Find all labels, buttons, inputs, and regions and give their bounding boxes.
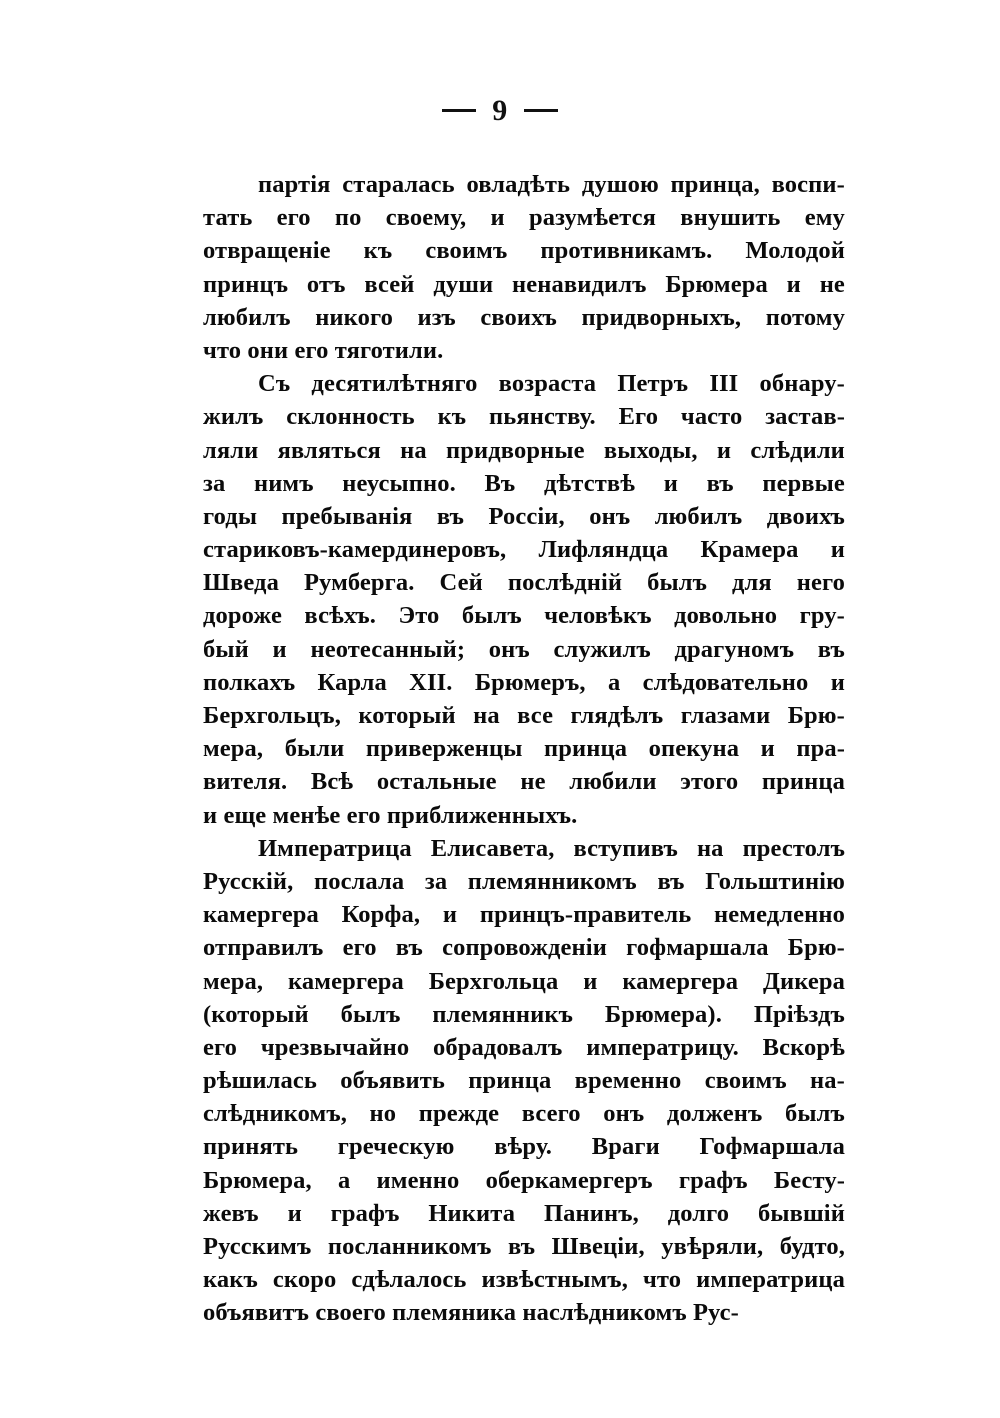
word: были [284, 735, 345, 763]
word: всѣхъ. [304, 602, 376, 630]
word: десятилѣтняго [311, 370, 478, 398]
word: Петръ [617, 370, 689, 398]
word: въ [436, 502, 465, 530]
page-folio [0, 96, 1000, 127]
word: принцъ [203, 270, 289, 298]
word: дѣтствѣ [543, 469, 636, 497]
word: немедленно [714, 901, 845, 929]
text-line [203, 931, 845, 964]
word: своему, [385, 204, 467, 232]
word: къ [437, 403, 467, 431]
word: вителя. [203, 768, 288, 796]
word: Берхгольцъ, [203, 702, 341, 729]
word: въ [395, 934, 423, 962]
word: камергера [203, 901, 319, 929]
word: Съ [258, 370, 291, 398]
text-line [203, 998, 845, 1031]
word: какъ [203, 1266, 258, 1294]
word: все [517, 702, 554, 729]
word: всей [364, 270, 415, 298]
word: довольно [674, 602, 778, 630]
word: на [473, 702, 500, 729]
word: вѣру. [494, 1133, 553, 1161]
word: любили [569, 768, 657, 796]
text-line: что они его тяготили. [203, 336, 444, 364]
word: былъ [647, 569, 708, 597]
text-line [203, 467, 845, 500]
word: камергера [622, 967, 739, 995]
word: за [203, 469, 226, 497]
word: двоихъ [766, 502, 845, 530]
word: камергера [288, 967, 404, 995]
word: дороже [203, 602, 282, 630]
text-line [203, 168, 845, 201]
text-line [203, 234, 845, 267]
word: склонность [286, 403, 415, 431]
word: къ [363, 237, 393, 265]
word: Вскорѣ [762, 1033, 845, 1061]
word: слѣдникомъ, [203, 1100, 347, 1128]
word: душою [581, 171, 659, 198]
word: долго [667, 1199, 730, 1227]
word: за [424, 867, 448, 895]
text-line [203, 367, 845, 400]
word: Лифляндца [538, 536, 669, 564]
word: неотесанный; [310, 635, 466, 663]
word: что [642, 1266, 682, 1294]
word: престолъ [742, 834, 845, 862]
word: пра- [796, 735, 845, 763]
word: Панинъ, [543, 1199, 639, 1227]
word: Брю- [787, 934, 845, 962]
word: жилъ [203, 403, 264, 431]
word: прежде [418, 1100, 500, 1128]
word: (который [203, 1000, 309, 1028]
word: остальные [376, 768, 497, 796]
text-line [203, 434, 845, 467]
word: Сей [439, 569, 483, 597]
word: и [287, 1199, 302, 1227]
word: Всѣ [310, 768, 354, 796]
word: и [830, 668, 845, 696]
word: Швеціи, [551, 1233, 645, 1260]
word: человѣкъ [544, 602, 652, 630]
word: Дикера [763, 967, 845, 995]
word: и [272, 635, 287, 663]
word: гру- [799, 602, 845, 630]
text-line [203, 1031, 845, 1064]
text-line [203, 832, 845, 865]
word: своимъ [425, 237, 508, 265]
word: и [442, 901, 458, 929]
word: онъ [589, 502, 631, 530]
word: графъ [678, 1166, 748, 1194]
word: долженъ [666, 1100, 763, 1128]
word: временно [574, 1067, 682, 1095]
word: мера, [203, 967, 264, 995]
text-line [203, 268, 845, 301]
text-line [203, 633, 845, 666]
word: глазами [680, 702, 771, 729]
word: графъ [330, 1199, 400, 1227]
word: оберкамергеръ [485, 1166, 653, 1194]
text-line [203, 965, 845, 998]
word: часто [680, 403, 743, 431]
word: сдѣлалось [351, 1266, 467, 1294]
word: любилъ [203, 303, 291, 331]
word: племянникомъ [467, 867, 637, 895]
word: былъ [785, 1100, 845, 1128]
word: всего [521, 1100, 581, 1128]
word: отвращеніе [203, 237, 331, 265]
word: который [358, 702, 456, 729]
folio-rule-right [524, 109, 558, 112]
word: противникамъ. [540, 237, 713, 265]
text-line [203, 599, 845, 632]
word: его [276, 204, 311, 232]
word: Гольштинію [705, 867, 845, 895]
word: застав- [765, 403, 845, 431]
text-line [203, 566, 845, 599]
word: и [490, 204, 505, 232]
word: Брюмера, [203, 1166, 312, 1194]
word: обрадовалъ [433, 1033, 563, 1061]
word: Его [618, 403, 659, 431]
word: сопровожденіи [442, 934, 607, 962]
word: Брюмера [665, 270, 768, 298]
word: нимъ [253, 469, 314, 497]
word: былъ [461, 602, 522, 630]
word: любилъ [654, 502, 743, 530]
word: обнару- [759, 370, 845, 398]
word: выходы, [603, 436, 698, 464]
word: рѣшилась [203, 1067, 317, 1095]
word: Молодой [745, 237, 845, 265]
text-line [203, 666, 845, 699]
text-line [203, 1164, 845, 1197]
word: придворныхъ, [581, 303, 742, 331]
word: былъ [340, 1000, 401, 1028]
word: и [786, 270, 801, 298]
word: а [337, 1166, 351, 1194]
word: не [819, 270, 845, 298]
word: и [583, 967, 598, 995]
word: него [796, 569, 845, 597]
word: ляли [203, 436, 259, 464]
text-line [203, 201, 845, 234]
word: своимъ [704, 1067, 787, 1095]
word: послѣдній [507, 569, 623, 597]
text-line [203, 1230, 845, 1263]
page-number: 9 [492, 94, 508, 127]
word: воспи- [771, 171, 845, 198]
word: Елисавета, [430, 834, 555, 862]
word: отъ [306, 270, 346, 298]
word: жевъ [203, 1199, 259, 1227]
text-line [203, 865, 845, 898]
text-line [203, 301, 845, 334]
word: слѣдили [750, 436, 845, 464]
text-line [203, 533, 845, 566]
word: Брю- [787, 702, 845, 729]
word: принца [544, 735, 628, 763]
word: души [433, 270, 494, 298]
word: годы [203, 502, 258, 530]
word: греческую [337, 1133, 455, 1161]
word: чрезвычайно [260, 1033, 410, 1061]
word: принять [203, 1133, 299, 1161]
text-line [203, 699, 845, 732]
text-line [203, 1263, 845, 1296]
word: для [732, 569, 772, 597]
text-line [203, 1197, 845, 1230]
word: въ [817, 635, 845, 663]
word: никого [315, 303, 393, 331]
word: принцъ-правитель [479, 901, 692, 929]
word: разумѣется [528, 204, 657, 232]
word: бывшій [758, 1199, 845, 1227]
word: Брюмеръ, [474, 668, 586, 696]
text-line [203, 765, 845, 798]
word: неусыпно. [342, 469, 456, 497]
word: Бесту- [773, 1166, 845, 1194]
word: изъ [417, 303, 456, 331]
word: слѣдовательно [642, 668, 809, 696]
word: драгуномъ [674, 635, 795, 663]
word: придворные [446, 436, 585, 464]
word: овладѣть [466, 171, 571, 198]
word: Пріѣздъ [753, 1000, 845, 1028]
paragraph [203, 168, 845, 367]
word: служилъ [553, 635, 651, 663]
text-line [203, 732, 845, 765]
word: мера, [203, 735, 264, 763]
word: вступивъ [573, 834, 678, 862]
word: въ [657, 867, 685, 895]
word: на [400, 436, 427, 464]
word: объявить [340, 1067, 445, 1095]
text-line [203, 1097, 845, 1130]
word: глядѣлъ [570, 702, 664, 729]
word: Брюмера). [604, 1000, 722, 1028]
word: посланникомъ [327, 1233, 492, 1260]
text-line: объявитъ своего племяника наслѣдникомъ Рус- [203, 1299, 739, 1327]
word: Берхгольца [428, 967, 559, 995]
text-line [203, 1064, 845, 1097]
word: ненавидилъ [512, 270, 647, 298]
word: а [607, 668, 621, 696]
word: племянникъ [432, 1000, 574, 1028]
word: и [716, 436, 732, 464]
word: увѣряли, [661, 1233, 764, 1260]
word: бый [203, 635, 249, 663]
word: Враги [591, 1133, 660, 1161]
word: Карла [317, 668, 387, 696]
word: Крамера [700, 536, 799, 564]
word: будто, [779, 1233, 845, 1260]
word: Русскимъ [203, 1233, 312, 1260]
word: отправилъ [203, 934, 324, 962]
word: гофмаршала [626, 934, 769, 962]
word: внушить [680, 204, 781, 232]
word: онъ [488, 635, 530, 663]
word: стариковъ-камердинеровъ, [203, 536, 507, 564]
word: въ [508, 1233, 536, 1260]
word: ему [804, 204, 845, 232]
paragraph [203, 832, 845, 1330]
word: императрицу. [586, 1033, 739, 1061]
word: Россіи, [488, 502, 565, 530]
word: на- [810, 1067, 845, 1095]
word: принца [761, 768, 845, 796]
text-line [203, 898, 845, 931]
word: по [334, 204, 362, 232]
word: Это [398, 602, 440, 630]
word: Въ [484, 469, 516, 497]
word: и [830, 536, 845, 564]
word: полкахъ [203, 668, 296, 696]
word: пьянству. [489, 403, 596, 431]
word: потому [765, 303, 845, 331]
word: Шведа [203, 569, 279, 597]
word: III [709, 370, 739, 398]
word: своихъ [480, 303, 557, 331]
word: Гофмаршала [699, 1133, 845, 1161]
word: Никита [428, 1199, 516, 1227]
word: его [342, 934, 377, 962]
word: опекуна [648, 735, 740, 763]
word: Русскій, [203, 867, 294, 895]
word: въ [706, 469, 734, 497]
word: тать [203, 204, 253, 232]
word: Императрица [258, 834, 412, 862]
word: скоро [272, 1266, 337, 1294]
word: его [203, 1033, 238, 1061]
text-line [203, 1130, 845, 1163]
word: партія [258, 171, 331, 198]
word: на [696, 834, 724, 862]
word: императрица [696, 1266, 845, 1294]
word: Румберга. [303, 569, 415, 597]
word: являться [277, 436, 381, 464]
word: этого [680, 768, 739, 796]
word: приверженцы [365, 735, 523, 763]
text-line: и еще менѣе его приближенныхъ. [203, 801, 578, 829]
word: принца, [670, 171, 760, 198]
word: онъ [603, 1100, 645, 1128]
word: пребыванія [281, 502, 413, 530]
folio-rule-left [442, 109, 476, 112]
text-line [203, 400, 845, 433]
word: извѣстнымъ, [481, 1266, 628, 1294]
word: и [760, 735, 775, 763]
word: первые [762, 469, 845, 497]
word: именно [376, 1166, 460, 1194]
word: но [369, 1100, 397, 1128]
word: принца [468, 1067, 552, 1095]
word: возраста [498, 370, 597, 398]
word: и [663, 469, 678, 497]
word: Корфа, [341, 901, 421, 929]
paragraph [203, 367, 845, 832]
word: старалась [342, 171, 455, 198]
text-line [203, 500, 845, 533]
body-text-block [203, 168, 845, 1330]
word: не [520, 768, 546, 796]
word: послала [313, 867, 405, 895]
word: XII. [409, 668, 453, 696]
